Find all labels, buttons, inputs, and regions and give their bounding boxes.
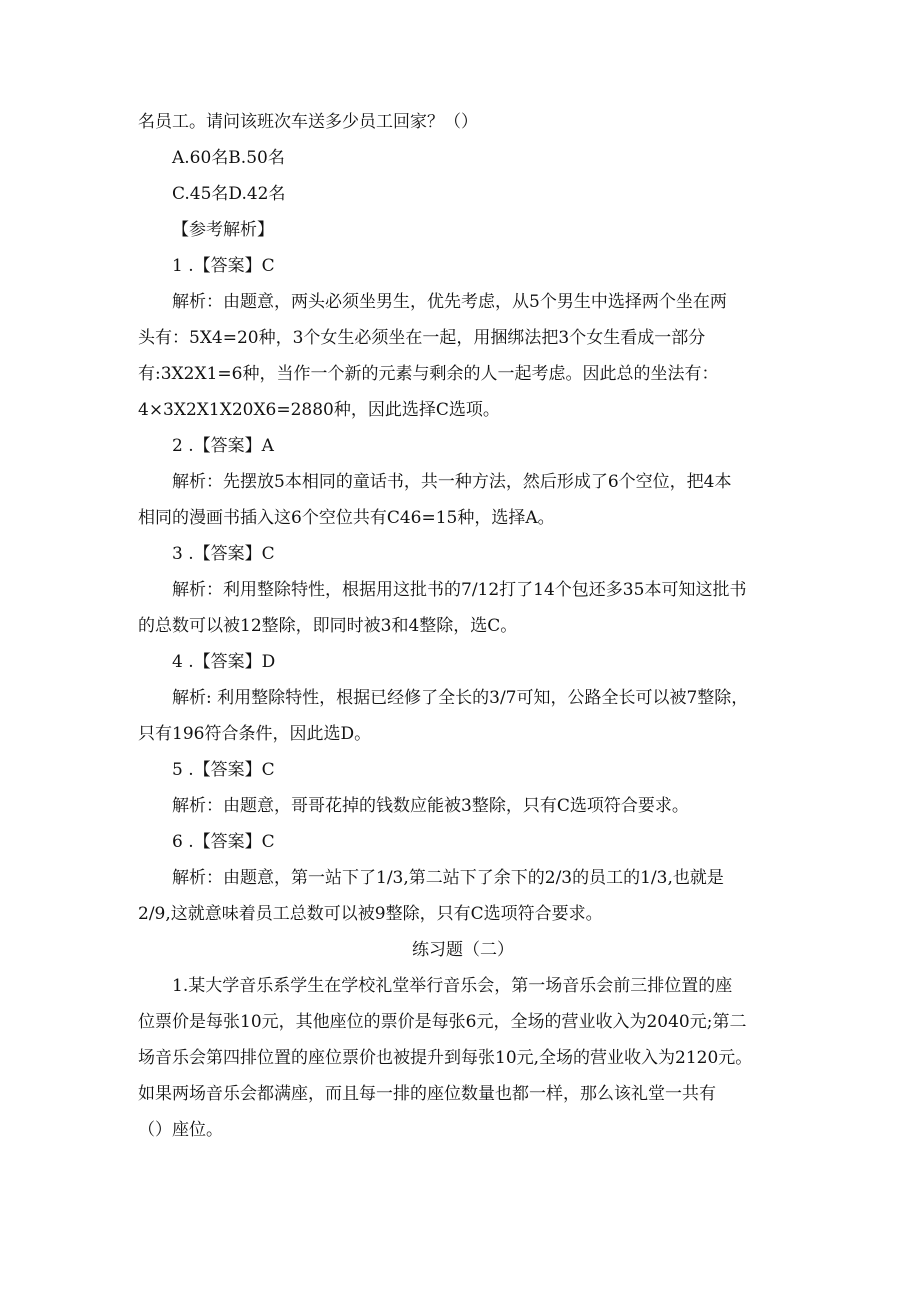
text-line: （）座位。 bbox=[138, 1120, 223, 1140]
text-line: 相同的漫画书插入这6个空位共有C46=15种，选择A。 bbox=[138, 508, 555, 528]
text-line: 名员工。请问该班次车送多少员工回家？（） bbox=[138, 112, 478, 132]
section-heading: 练习题（二） bbox=[412, 940, 514, 960]
text-line: 4×3X2X1X20X6=2880种，因此选择C选项。 bbox=[138, 400, 500, 420]
text-line: 解析：先摆放5本相同的童话书，共一种方法，然后形成了6个空位，把4本 bbox=[172, 472, 732, 492]
text-line: 有:3X2X1=6种，当作一个新的元素与剩余的人一起考虑。因此总的坐法有： bbox=[138, 364, 719, 384]
document-page bbox=[138, 104, 788, 1148]
text-line: 位票价是每张10元，其他座位的票价是每张6元，全场的营业收入为2040元;第二 bbox=[138, 1012, 747, 1032]
text-line: 4 .【答案】D bbox=[172, 652, 276, 672]
text-line: 3 .【答案】C bbox=[172, 544, 275, 564]
text-line: 的总数可以被12整除，即同时被3和4整除，选C。 bbox=[138, 616, 518, 636]
text-line: 【参考解析】 bbox=[172, 220, 274, 240]
text-line: 6 .【答案】C bbox=[172, 832, 275, 852]
text-line: 只有196符合条件，因此选D。 bbox=[138, 724, 372, 744]
text-line: 解析：由题意，第一站下了1/3,第二站下了余下的2/3的员工的1/3,也就是 bbox=[172, 868, 724, 888]
text-line: 如果两场音乐会都满座，而且每一排的座位数量也都一样，那么该礼堂一共有 bbox=[138, 1084, 716, 1104]
text-line: 2 .【答案】A bbox=[172, 436, 274, 456]
text-line: C.45名D.42名 bbox=[172, 184, 286, 204]
text-line: 头有：5X4=20种，3个女生必须坐在一起，用捆绑法把3个女生看成一部分 bbox=[138, 328, 706, 348]
text-line: 场音乐会第四排位置的座位票价也被提升到每张10元,全场的营业收入为2120元。 bbox=[138, 1048, 753, 1068]
text-line: A.60名B.50名 bbox=[172, 148, 285, 168]
text-line: 5 .【答案】C bbox=[172, 760, 275, 780]
text-line: 解析：由题意，哥哥花掉的钱数应能被3整除，只有C选项符合要求。 bbox=[172, 796, 689, 816]
text-line: 解析：由题意，两头必须坐男生，优先考虑，从5个男生中选择两个坐在两 bbox=[172, 292, 727, 312]
text-line: 2/9,这就意味着员工总数可以被9整除，只有C选项符合要求。 bbox=[138, 904, 603, 924]
text-line: 解析: 利用整除特性，根据已经修了全长的3/7可知，公路全长可以被7整除， bbox=[172, 688, 749, 708]
text-line: 解析：利用整除特性，根据用这批书的7/12打了14个包还多35本可知这批书 bbox=[172, 580, 747, 600]
text-line: 1.某大学音乐系学生在学校礼堂举行音乐会，第一场音乐会前三排位置的座 bbox=[172, 976, 733, 996]
text-line: 1 .【答案】C bbox=[172, 256, 275, 276]
